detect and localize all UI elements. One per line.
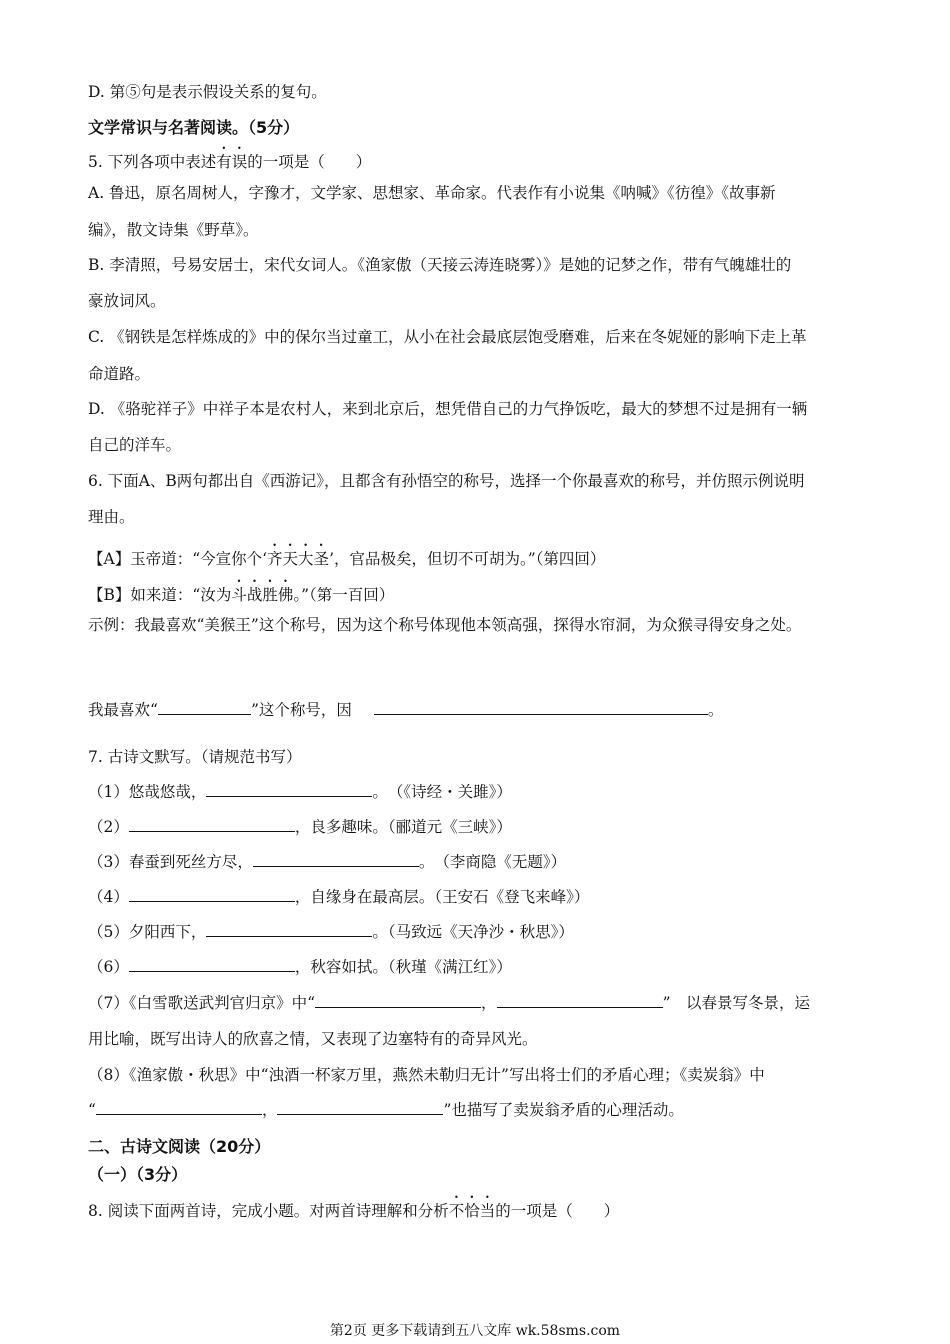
section-heading-2: 二、古诗文阅读（20分）: [88, 1137, 271, 1156]
question-7-title: 7. 古诗文默写。（请规范书写）: [88, 748, 302, 766]
answer-blank[interactable]: [253, 852, 419, 867]
q5-option-c-line2: 命道路。: [88, 365, 151, 383]
answer-blank[interactable]: [277, 1100, 443, 1115]
q5-option-b-line2: 豪放词风。: [88, 292, 166, 310]
q7-item-5: （5）夕阳西下， 。（马致远《天净沙・秋思》）: [88, 923, 574, 941]
q7-item-3: （3）春蚕到死丝方尽， 。 （李商隐《无题》）: [88, 853, 567, 871]
option-d-text: D. 第⑤句是表示假设关系的复句。: [88, 83, 327, 101]
answer-blank[interactable]: [129, 817, 295, 832]
q7-item-2: （2） ，良多趣味。（郦道元《三峡》）: [88, 818, 512, 836]
q7-item-8-line2: “ ， ”也描写了卖炭翁矛盾的心理活动。: [88, 1101, 684, 1119]
section-subheading-1: （一）（3分）: [88, 1165, 188, 1184]
answer-blank[interactable]: [374, 700, 708, 715]
answer-blank[interactable]: [206, 782, 372, 797]
q6-answer-line: 我最喜欢“ ”这个称号，因 。: [88, 701, 724, 719]
q7-item-7-line1: （7）《白雪歌送武判官归京》中“ ， ” 以春景写冬景，运: [88, 994, 810, 1012]
q7-item-7-line2: 用比喻，既写出诗人的欣喜之情，又表现了边塞特有的奇异风光。: [88, 1030, 538, 1048]
page-footer: 第2页 更多下载请到五八文库 wk.58sms.com: [329, 1323, 621, 1339]
q7-item-6: （6） ，秋容如拭。（秋瑾《满江红》）: [88, 958, 512, 976]
q6-example: 示例：我最喜欢“美猴王”这个称号，因为这个称号体现他本领高强，探得水帘洞，为众猴寻得安身之处。: [88, 616, 802, 634]
question-6-stem-line1: 6. 下面A、B两句都出自《西游记》，且都含有孙悟空的称号，选择一个你最喜欢的称号，并仿照示例说明: [88, 472, 805, 490]
q6-quote-a: 【A】玉帝道：“今宣你个‘齐天大圣’，官品极矣，但切不可胡为。”（第四回）: [88, 550, 606, 568]
answer-blank[interactable]: [129, 957, 295, 972]
q5-option-d-line2: 自己的洋车。: [88, 436, 182, 454]
q7-item-4: （4） ，自缘身在最高层。（王安石《登飞来峰》）: [88, 888, 590, 906]
answer-blank[interactable]: [158, 700, 251, 715]
q6-quote-b: 【B】如来道：“汝为斗战胜佛。”（第一百回）: [88, 586, 395, 604]
question-5-stem: 5. 下列各项中表述有误的一项是（ ）: [88, 153, 372, 171]
answer-blank[interactable]: [129, 887, 295, 902]
q7-item-8-line1: （8）《渔家傲・秋思》中“浊酒一杯家万里，燕然未勒归无计”写出将士们的矛盾心理；《卖炭翁》中: [88, 1066, 765, 1084]
question-8-stem: 8. 阅读下面两首诗，完成小题。对两首诗理解和分析不恰当的一项是（ ）: [88, 1202, 620, 1220]
q5-option-a-line1: A. 鲁迅，原名周树人，字豫才，文学家、思想家、革命家。代表作有小说集《呐喊》《彷徨》《故事新: [88, 184, 776, 202]
answer-blank[interactable]: [96, 1100, 262, 1115]
answer-blank[interactable]: [315, 993, 481, 1008]
q5-option-b-line1: B. 李清照，号易安居士，宋代女词人。《渔家傲（天接云涛连晓雾）》是她的记梦之作，带有气魄雄壮的: [88, 256, 792, 274]
answer-blank[interactable]: [497, 993, 663, 1008]
question-6-stem-line2: 理由。: [88, 508, 135, 526]
answer-blank[interactable]: [206, 922, 372, 937]
q7-item-1: （1）悠哉悠哉， 。 （《诗经・关雎》）: [88, 783, 512, 801]
q5-option-d-line1: D. 《骆驼祥子》中祥子本是农村人，来到北京后，想凭借自己的力气挣饭吃，最大的梦想不过是拥有一辆: [88, 400, 808, 418]
q5-option-c-line1: C. 《钢铁是怎样炼成的》中的保尔当过童工，从小在社会最底层饱受磨难，后来在冬妮娅的影响下走上革: [88, 328, 807, 346]
section-heading-literature: 文学常识与名著阅读。（5分）: [88, 118, 300, 137]
q5-option-a-line2: 编》，散文诗集《野草》。: [88, 221, 259, 239]
